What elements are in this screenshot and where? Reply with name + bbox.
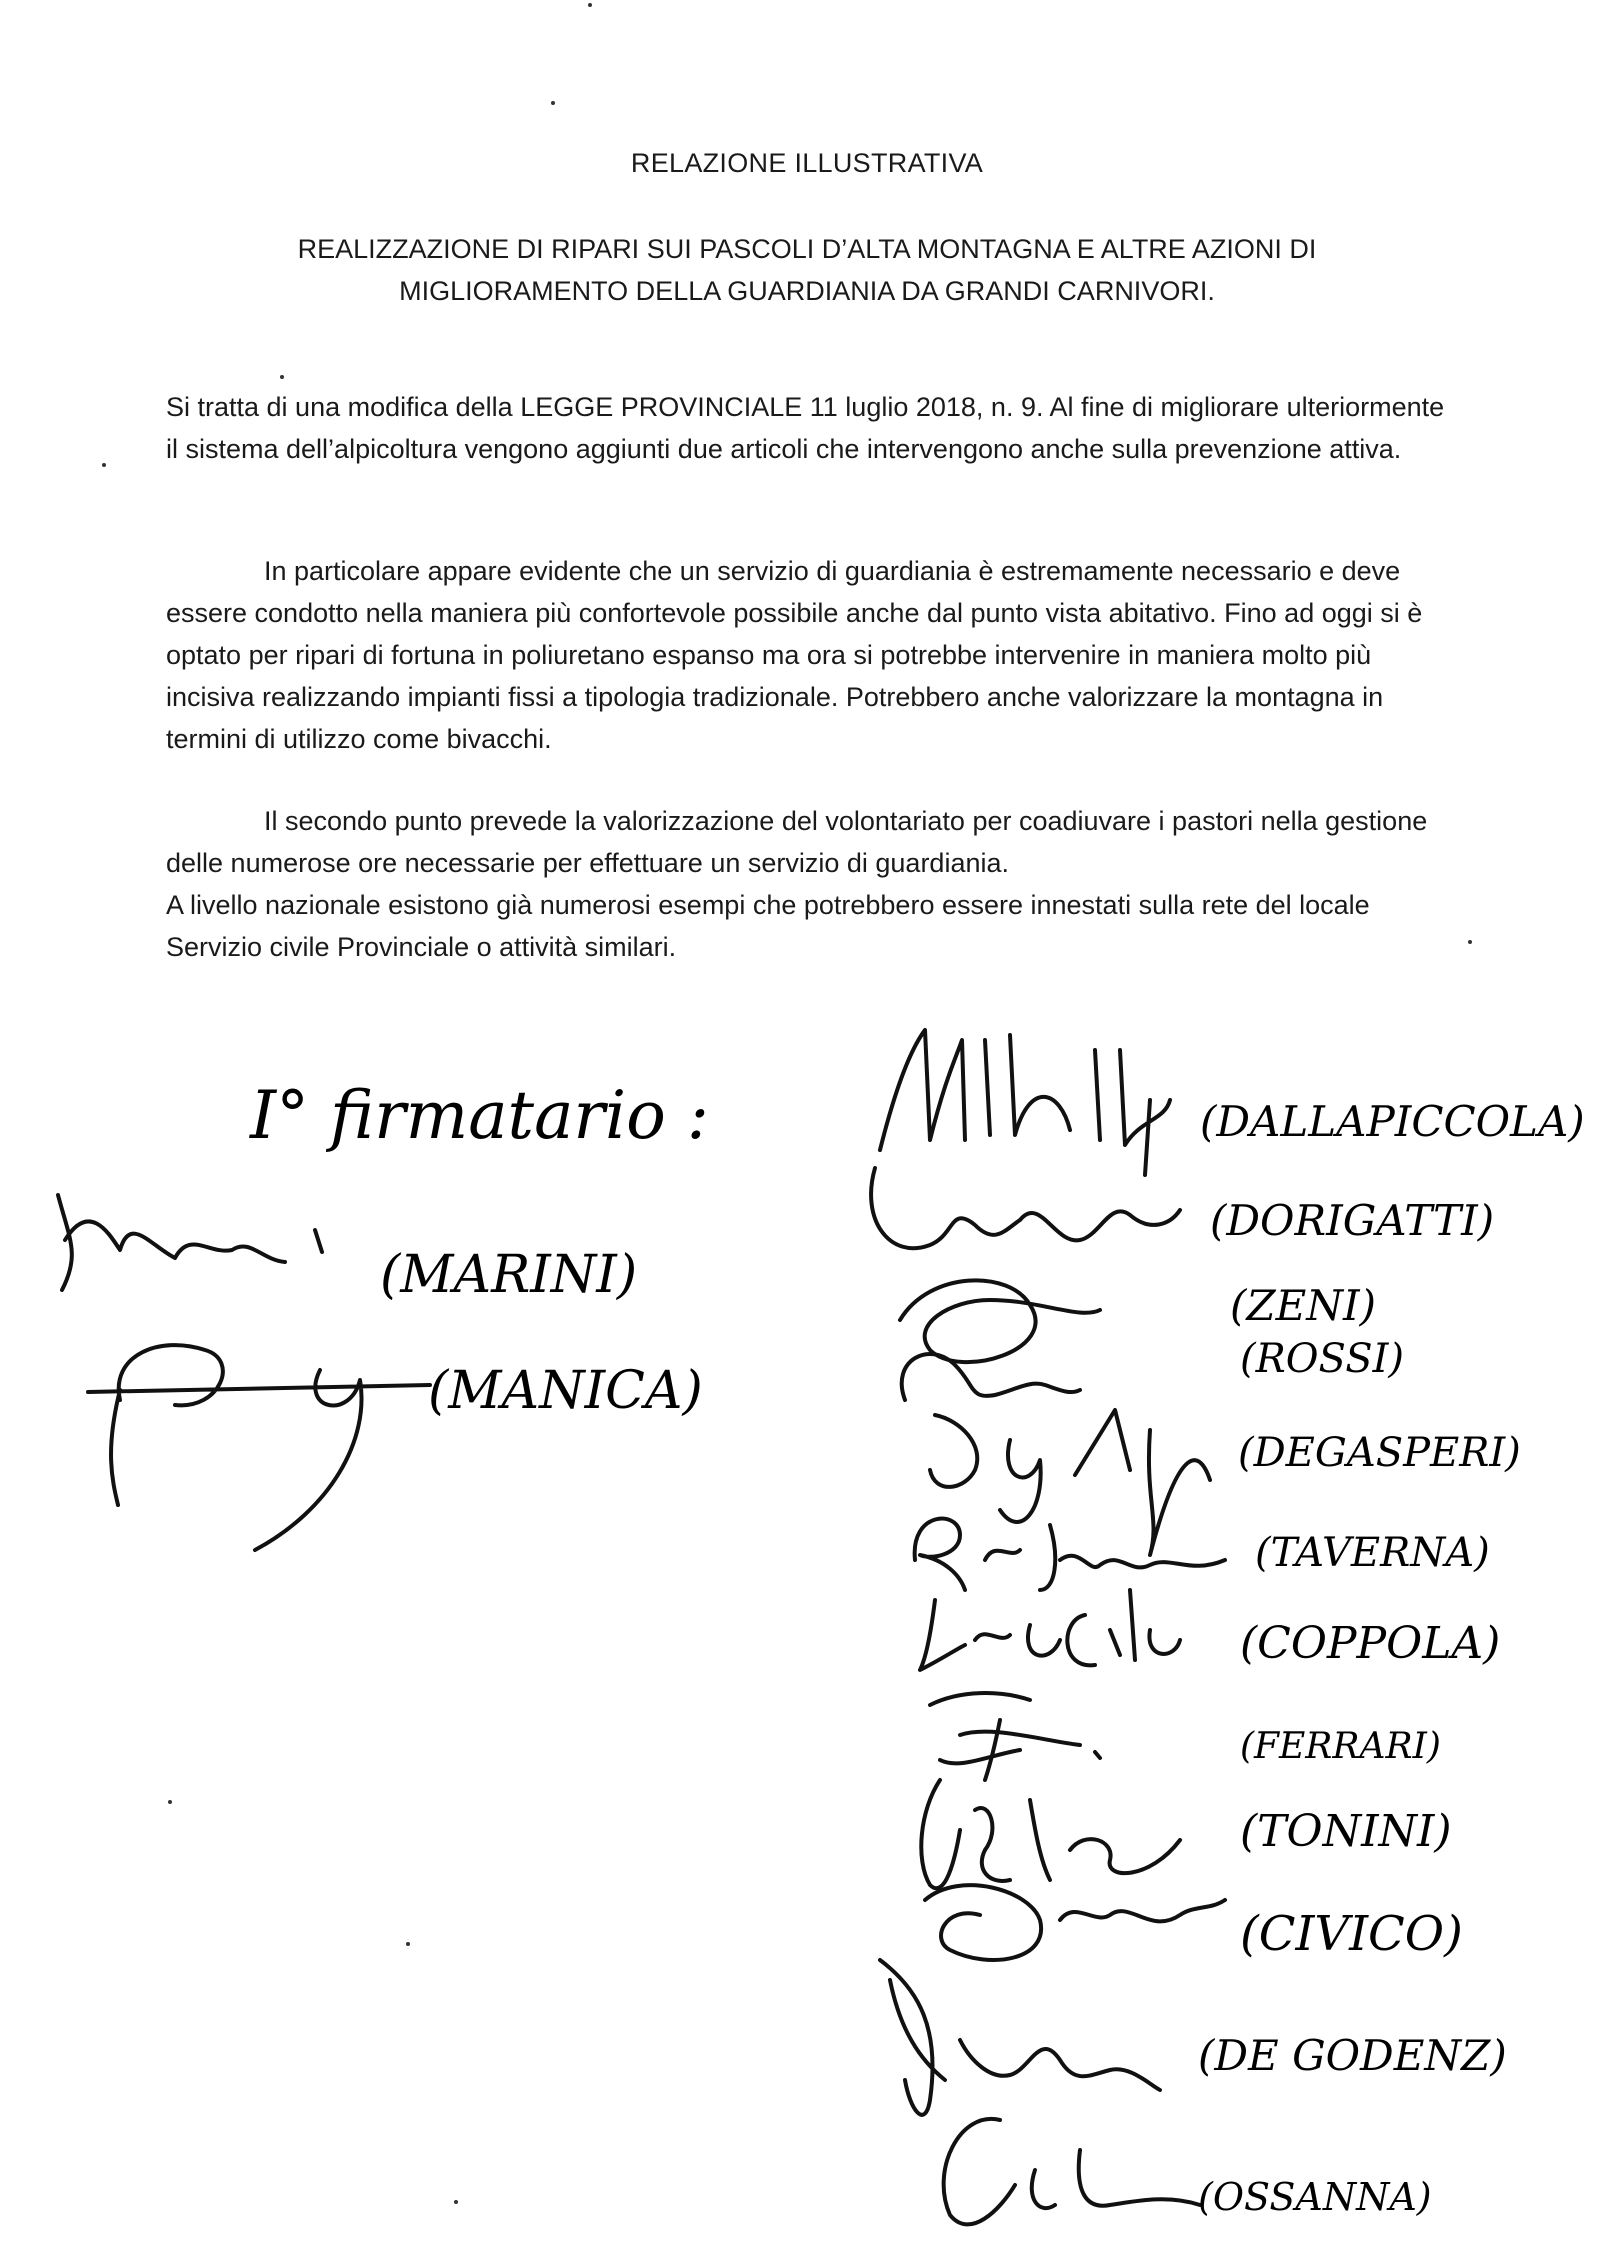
scan-speck [168,1800,172,1804]
signature-scribble [944,2119,1200,2225]
signature-name-coppola: (COPPOLA) [1240,1618,1501,1669]
signature-rossi [902,1336,1404,1400]
signature-scribble [58,1195,322,1290]
signature-name-civico: (CIVICO) [1240,1906,1463,1962]
scan-speck [1468,940,1472,944]
scan-speck [588,3,592,7]
signature-name-dorigatti: (DORIGATTI) [1210,1196,1495,1245]
scan-speck [551,101,555,105]
signature-name-taverna: (TAVERNA) [1255,1530,1490,1576]
signature-scribble [930,1693,1100,1780]
signature-de-godenz [880,1960,1507,2115]
signature-manica [88,1345,703,1550]
paragraph-3-line-2: A livello nazionale esistono già numerosi esempi che potrebbero essere innestati sulla rete del locale Servizio civile Provinciale o attività similari. [166,890,1370,962]
signature-dorigatti [871,1168,1494,1248]
first-signatory-label: I° firmatario : [250,1077,710,1154]
signature-scribble [921,1780,1180,1888]
signature-name-de-godenz: (DE GODENZ) [1198,2031,1507,2080]
signature-scribble [925,1885,1225,1960]
signature-marini [58,1195,637,1305]
scan-speck [406,1942,410,1946]
signature-dallapiccola [880,1030,1585,1175]
signature-name-dallapiccola: (DALLAPICCOLA) [1200,1097,1585,1146]
paragraph-3-line-1-text: Il secondo punto prevede la valorizzazione del volontariato per coadiuvare i pastori nella gestione delle numerose ore necessarie per effettuare un servizio di guardiania. [166,806,1428,878]
scan-speck [454,2200,458,2204]
signature-scribble [915,1519,1225,1590]
document-title: RELAZIONE ILLUSTRATIVA [630,148,984,178]
signature-scribble [88,1345,430,1550]
signature-civico [925,1885,1463,1962]
subtitle-line-1: REALIZZAZIONE DI RIPARI SUI PASCOLI D’ALTA MONTAGNA E ALTRE AZIONI DI [297,234,1317,264]
signature-tonini [921,1780,1451,1888]
signature-name-degasperi: (DEGASPERI) [1238,1430,1521,1476]
signature-name-zeni: (ZENI) [1230,1281,1376,1330]
signature-coppola [920,1590,1500,1670]
signature-ossanna [944,2119,1432,2225]
signature-scribble [930,1410,1210,1555]
paragraph-2-text: In particolare appare evidente che un servizio di guardiania è estremamente necessario e deve essere condotto nella maniera più confortevole possibile anche dal punto vista abitativo. Fino ad oggi si è optato per ripari di fortuna in poliuretano espanso ma ora si potrebbe intervenire in maniera molto più incisiva realizzando impianti fissi a tipologia tradizionale. Potrebbero anche valorizzare la montagna in termini di utilizzo come bivacchi. [166,556,1423,754]
signature-scribble [880,1960,1160,2115]
subtitle-line-2: MIGLIORAMENTO DELLA GUARDIANIA DA GRANDI CARNIVORI. [399,276,1215,306]
signature-name-tonini: (TONINI) [1240,1806,1452,1857]
signature-name-rossi: (ROSSI) [1240,1336,1405,1382]
signature-name-ferrari: (FERRARI) [1240,1726,1441,1767]
signature-scribble [900,1280,1100,1362]
signature-scribble [920,1590,1180,1670]
scan-speck [102,463,106,467]
signature-scribble [880,1030,1170,1175]
signature-name-marini: (MARINI) [380,1245,638,1305]
signature-taverna [915,1519,1490,1590]
signature-name-ossanna: (OSSANNA) [1198,2175,1432,2219]
signature-ferrari [930,1693,1441,1780]
paragraph-1-text: Si tratta di una modifica della LEGGE PROVINCIALE 11 luglio 2018, n. 9. Al fine di migliorare ulteriormente il sistema dell’alpicoltura vengono aggiunti due articoli che intervengono anche sulla prevenzione attiva. [166,392,1445,464]
signature-scribble [871,1168,1180,1248]
signature-name-manica: (MANICA) [428,1361,703,1421]
scan-speck [280,375,284,379]
